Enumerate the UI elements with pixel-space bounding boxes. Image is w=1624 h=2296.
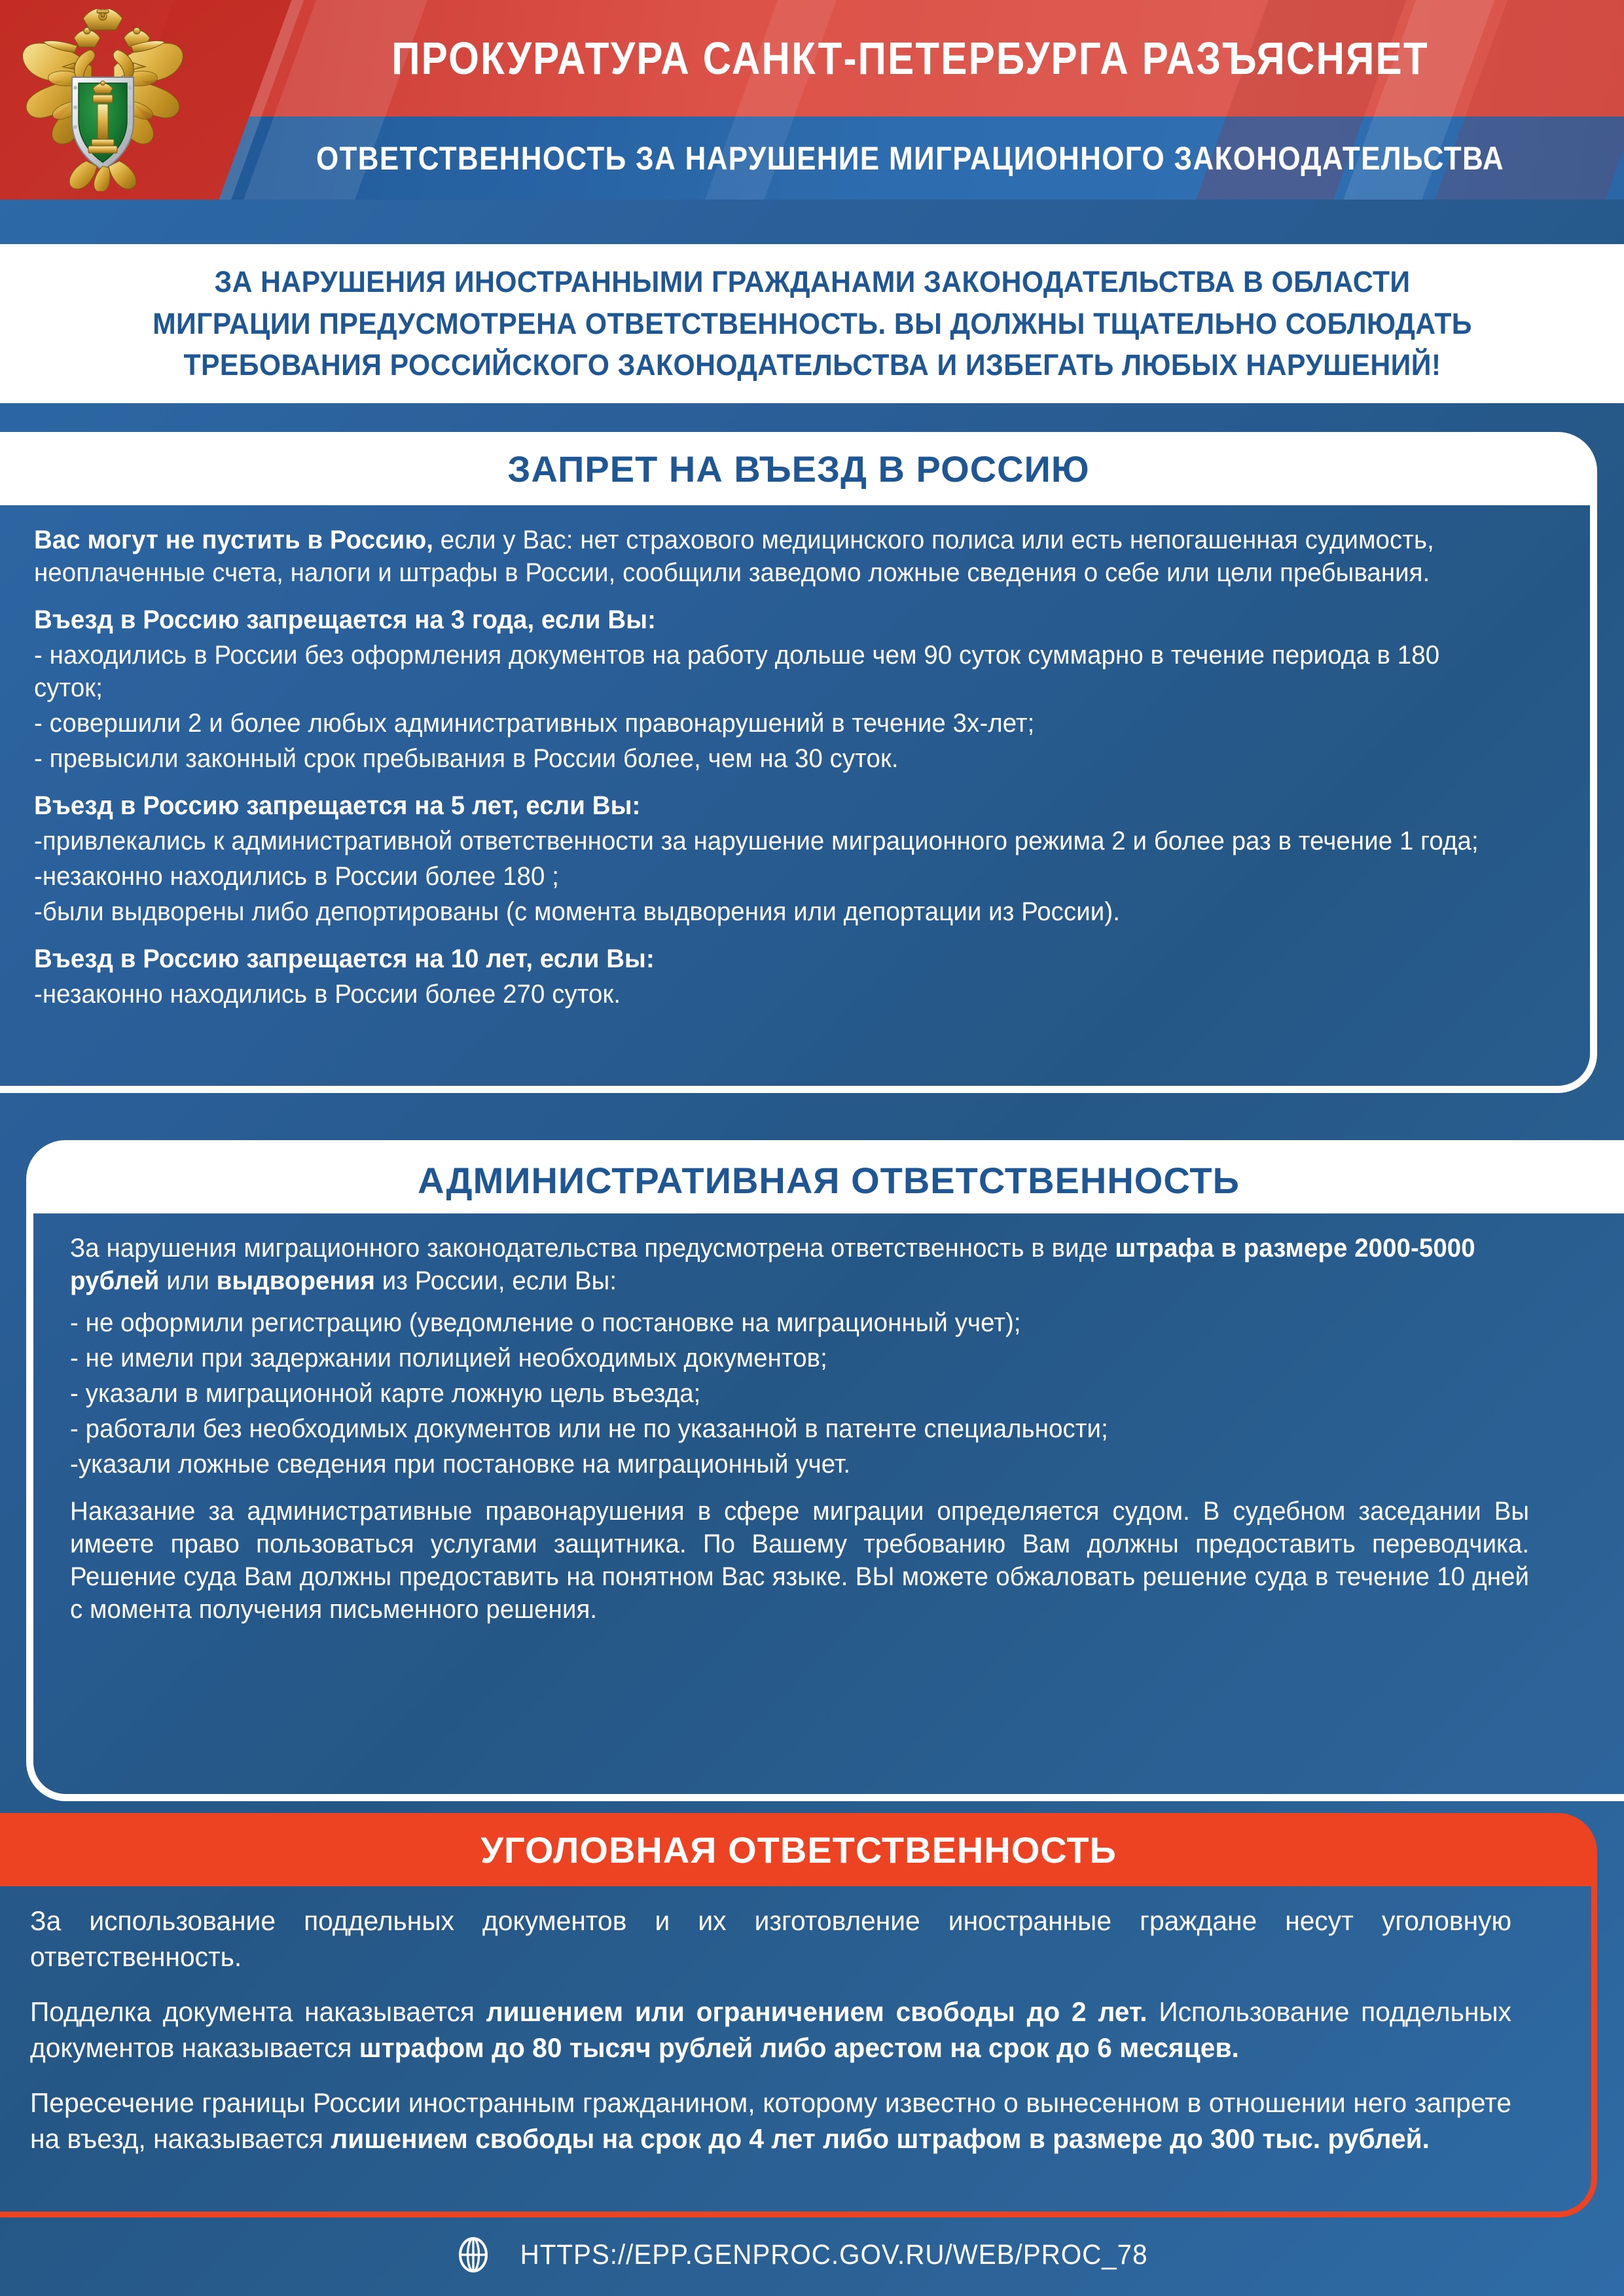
- section-administrative: [26, 1140, 1624, 1801]
- poster-title: ПРОКУРАТУРА САНКТ-ПЕТЕРБУРГА РАЗЪЯСНЯЕТ: [391, 33, 1429, 84]
- footer-url[interactable]: HTTPS://EPP.GENPROC.GOV.RU/WEB/PROC_78: [520, 2238, 1148, 2270]
- intro-text: ЗА НАРУШЕНИЯ ИНОСТРАННЫМИ ГРАЖДАНАМИ ЗАКОНОДАТЕЛЬСТВА В ОБЛАСТИ МИГРАЦИИ ПРЕДУСМОТРЕНА ОТВЕТСТВЕННОСТЬ. ВЫ ДОЛЖНЫ ТЩАТЕЛЬНО СОБЛЮДАТЬ ТРЕБОВАНИЯ РОССИЙСКОГО ЗАКОНОДАТЕЛЬСТВА И ИЗБЕГАТЬ ЛЮБЫХ НАРУШЕНИЙ!: [152, 264, 1472, 382]
- admin-lead-p1: За нарушения миграционного законодательства предусмотрена ответственность в виде: [70, 1234, 1115, 1263]
- criminal-p3-part1: Пересечение границы России иностранным гражданином, которому известно о вынесенном в отношении него запрете на въезд, наказывается: [30, 2087, 1512, 2154]
- admin-lead-b2: выдворения: [216, 1266, 375, 1295]
- ban-3y-item: - превысили законный срок пребывания в России более, чем на 30 суток.: [34, 744, 899, 773]
- ban-lead-rest: если у Вас: нет страхового медицинского полиса или есть непогашенная судимость, неоплаченные счета, налоги и штрафы в России, сообщили заведомо ложные сведения о себе или цели пребывания.: [34, 526, 1434, 587]
- admin-lead-b1: штрафа в размере 2000-5000 рублей: [70, 1234, 1475, 1295]
- globe-icon: [456, 2237, 491, 2272]
- russian-prosecutor-general-emblem-icon: [14, 9, 191, 191]
- poster-subtitle: ОТВЕТСТВЕННОСТЬ ЗА НАРУШЕНИЕ МИГРАЦИОННОГО ЗАКОНОДАТЕЛЬСТВА: [316, 139, 1504, 177]
- section-entry-ban-heading: ЗАПРЕТ НА ВЪЕЗД В РОССИЮ: [0, 432, 1597, 505]
- ban-3y-item: - находились в России без оформления документов на работу дольше чем 90 суток суммарно в течение периода в 180 суток;: [34, 641, 1440, 702]
- admin-lead-p2: или: [159, 1266, 217, 1295]
- criminal-p2-bold1: лишением или ограничением свободы до 2 лет.: [486, 1996, 1147, 2028]
- criminal-p3-bold1: лишением свободы на срок до 4 лет либо штрафом в размере до 300 тыс. рублей.: [331, 2123, 1430, 2154]
- ban-lead-bold: Вас могут не пустить в Россию,: [34, 526, 433, 554]
- admin-item: - работали без необходимых документов или не по указанной в патенте специальности;: [70, 1414, 1108, 1443]
- ban-5y-item: -незаконно находились в России более 180 ;: [34, 862, 559, 891]
- intro-band: [0, 244, 1624, 403]
- criminal-p2-part1: Подделка документа наказывается: [30, 1996, 486, 2028]
- admin-lead: [70, 1232, 1529, 1297]
- ban-5y-title: Въезд в Россию запрещается на 5 лет, если Вы:: [34, 791, 641, 820]
- section-criminal-heading: УГОЛОВНАЯ ОТВЕТСТВЕННОСТЬ: [0, 1813, 1597, 1886]
- footer: [0, 2237, 1624, 2272]
- admin-item: - указали в миграционной карте ложную цель въезда;: [70, 1379, 701, 1408]
- admin-item: -указали ложные сведения при постановке на миграционный учет.: [70, 1450, 851, 1479]
- admin-lead-p3: из России, если Вы:: [374, 1266, 617, 1295]
- section-administrative-body: [26, 1213, 1624, 1801]
- criminal-p2-part2: Использование поддельных документов наказывается: [30, 1996, 1511, 2063]
- ban-5y-item: -были выдворены либо депортированы (с момента выдворения или депортации из России).: [34, 897, 1120, 926]
- section-entry-ban-body: [0, 505, 1597, 1093]
- section-entry-ban: [0, 432, 1597, 1093]
- section-administrative-heading: АДМИНИСТРАТИВНАЯ ОТВЕТСТВЕННОСТЬ: [26, 1140, 1624, 1213]
- ban-3y-title: Въезд в Россию запрещается на 3 года, если Вы:: [34, 605, 656, 634]
- criminal-p3: [30, 2085, 1511, 2157]
- header-text-block: [196, 0, 1624, 200]
- ban-5y-item: -привлекались к административной ответственности за нарушение миграционного режима 2 и более раз в течение 1 года;: [34, 827, 1479, 855]
- ban-10y-item: -незаконно находились в России более 270 суток.: [34, 980, 621, 1009]
- admin-item: - не имели при задержании полицией необходимых документов;: [70, 1344, 827, 1372]
- section-criminal: [0, 1813, 1597, 2217]
- criminal-p2-bold2: штрафом до 80 тысяч рублей либо арестом на срок до 6 месяцев.: [359, 2032, 1239, 2063]
- criminal-p2: [30, 1994, 1511, 2066]
- ban-10y-title: Въезд в Россию запрещается на 10 лет, если Вы:: [34, 944, 655, 973]
- ban-lead: [34, 524, 1491, 589]
- criminal-p1: За использование поддельных документов и их изготовление иностранные граждане несут уголовную ответственность.: [30, 1905, 1512, 1972]
- admin-item: - не оформили регистрацию (уведомление о постановке на миграционный учет);: [70, 1308, 1021, 1337]
- admin-closing: Наказание за административные правонарушения в сфере миграции определяется судом. В судебном заседании Вы имеете право пользоваться услугами защитника. По Вашему требованию Вам должны предоставить переводчика. Решение суда Вам должны предоставить на понятном Вас языке. ВЫ можете обжаловать решение суда в течение 10 дней с момента получения письменного решения.: [70, 1497, 1530, 1624]
- poster-header: [0, 0, 1624, 200]
- ban-3y-item: - совершили 2 и более любых административных правонарушений в течение 3х-лет;: [34, 709, 1035, 738]
- section-criminal-body: [0, 1886, 1597, 2217]
